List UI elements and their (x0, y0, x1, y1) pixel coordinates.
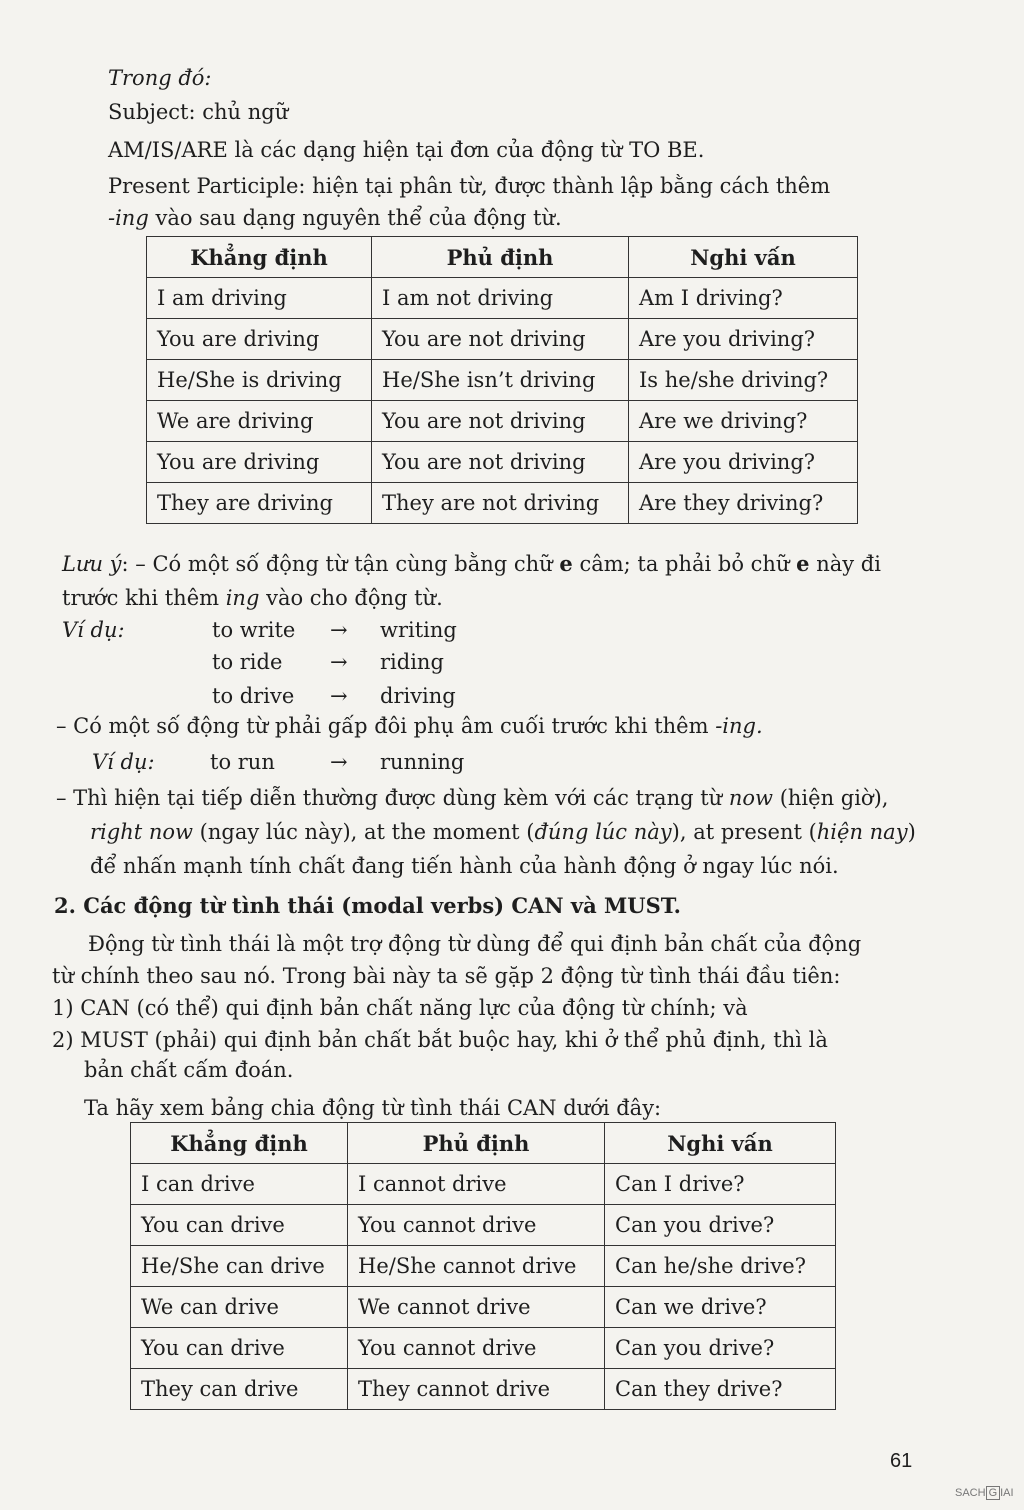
where-label: Trong đó: (108, 66, 212, 90)
section-paragraph-2: từ chính theo sau nó. Trong bài này ta sẽ gặp 2 động từ tình thái đầu tiên: (52, 964, 841, 988)
participle-line-2 (108, 204, 562, 232)
ing-suffix: -ing (108, 206, 149, 230)
example-to: writing (380, 618, 457, 642)
table-row (147, 278, 858, 319)
table-cell: You cannot drive (348, 1205, 605, 1246)
continuous-line-3: để nhấn mạnh tính chất đang tiến hành của hành động ở ngay lúc nói. (90, 854, 839, 878)
table-cell: Can we drive? (605, 1287, 836, 1328)
table-cell: I am not driving (372, 278, 629, 319)
section-item-2: 2) MUST (phải) qui định bản chất bắt buộc hay, khi ở thể phủ định, thì là (52, 1028, 828, 1052)
table-row (131, 1287, 836, 1328)
double-consonant-line (56, 712, 763, 740)
section-item-1: 1) CAN (có thể) qui định bản chất năng lực của động từ chính; và (52, 996, 748, 1020)
watermark-text: IAI (1000, 1487, 1014, 1499)
table-row (147, 360, 858, 401)
table-row (131, 1369, 836, 1410)
header-affirmative: Khẳng định (147, 237, 372, 278)
table-row (147, 319, 858, 360)
table-row (147, 483, 858, 524)
table-row (147, 401, 858, 442)
header-affirmative: Khẳng định (131, 1123, 348, 1164)
page-number: 61 (890, 1450, 913, 1472)
note-label: Lưu ý (62, 552, 122, 576)
table-cell: He/She can drive (131, 1246, 348, 1287)
table-cell: Am I driving? (629, 278, 858, 319)
example-from: to drive (212, 684, 295, 708)
section-paragraph-1: Động từ tình thái là một trợ động từ dùng để qui định bản chất của động (88, 932, 862, 956)
table-cell: Are you driving? (629, 319, 858, 360)
table-cell: We can drive (131, 1287, 348, 1328)
example-to: driving (380, 684, 456, 708)
note-text: vào cho động từ. (259, 586, 443, 610)
header-negative: Phủ định (372, 237, 629, 278)
tobe-line: AM/IS/ARE là các dạng hiện tại đơn của động từ TO BE. (108, 138, 705, 162)
table-cell: They are not driving (372, 483, 629, 524)
table-cell: He/She isn’t driving (372, 360, 629, 401)
table-cell: You are not driving (372, 319, 629, 360)
note-text: : – Có một số động từ tận cùng bằng chữ (121, 552, 560, 576)
table-cell: We cannot drive (348, 1287, 605, 1328)
table-cell: Are you driving? (629, 442, 858, 483)
table-row (131, 1205, 836, 1246)
table-row (147, 442, 858, 483)
arrow-icon: → (330, 750, 348, 774)
example-label: Ví dụ: (92, 750, 155, 774)
letter-e: e (796, 551, 810, 576)
table-cell: Can he/she drive? (605, 1246, 836, 1287)
table-cell: Can you drive? (605, 1328, 836, 1369)
continuous-line-1 (56, 784, 888, 812)
table-cell: Can I drive? (605, 1164, 836, 1205)
table-cell: Can you drive? (605, 1205, 836, 1246)
table-cell: He/She cannot drive (348, 1246, 605, 1287)
example-from: to ride (212, 650, 283, 674)
note-line-2 (62, 584, 443, 612)
ing-suffix: ing (225, 586, 260, 610)
watermark (955, 1487, 1014, 1499)
present-continuous-table (146, 236, 858, 524)
table-cell: Are we driving? (629, 401, 858, 442)
example-row (0, 648, 1024, 678)
note-text: ) (907, 820, 916, 844)
table-cell: They can drive (131, 1369, 348, 1410)
table-cell: They are driving (147, 483, 372, 524)
participle-line-1: Present Participle: hiện tại phân từ, được thành lập bằng cách thêm (108, 174, 831, 198)
table-cell: You are not driving (372, 401, 629, 442)
table-cell: I am driving (147, 278, 372, 319)
note-text: – Thì hiện tại tiếp diễn thường được dùng kèm với các trạng từ (56, 786, 729, 810)
watermark-logo: G (986, 1486, 1001, 1500)
header-question: Nghi vấn (605, 1123, 836, 1164)
note-text: trước khi thêm (62, 586, 226, 610)
table-cell: Can they drive? (605, 1369, 836, 1410)
header-question: Nghi vấn (629, 237, 858, 278)
watermark-text: SACH (955, 1487, 986, 1499)
note-text: câm; ta phải bỏ chữ (572, 552, 797, 576)
note-text: (hiện giờ), (773, 786, 889, 810)
table-row (131, 1328, 836, 1369)
table-intro: Ta hãy xem bảng chia động từ tình thái CAN dưới đây: (84, 1096, 662, 1120)
example-row (0, 748, 1024, 778)
note-text: ), at present ( (671, 820, 817, 844)
adverb-right-now: right now (90, 820, 193, 844)
modal-can-table (130, 1122, 836, 1410)
table-cell: Is he/she driving? (629, 360, 858, 401)
table-cell: You cannot drive (348, 1328, 605, 1369)
header-negative: Phủ định (348, 1123, 605, 1164)
table-cell: I cannot drive (348, 1164, 605, 1205)
note-text: (ngay lúc này), at the moment ( (192, 820, 535, 844)
table-row (131, 1246, 836, 1287)
table-cell: You are not driving (372, 442, 629, 483)
example-from: to run (210, 750, 275, 774)
table-cell: You are driving (147, 442, 372, 483)
section-heading: 2. Các động từ tình thái (modal verbs) CAN và MUST. (54, 893, 681, 918)
table-cell: You are driving (147, 319, 372, 360)
table-row (131, 1164, 836, 1205)
participle-text: vào sau dạng nguyên thể của động từ. (148, 206, 562, 230)
table-cell: You can drive (131, 1328, 348, 1369)
ing-suffix: -ing. (715, 714, 763, 738)
letter-e: e (559, 551, 573, 576)
table-cell: He/She is driving (147, 360, 372, 401)
note-text: này đi (809, 552, 881, 576)
table-cell: I can drive (131, 1164, 348, 1205)
table-header-row (147, 237, 858, 278)
table-cell: You can drive (131, 1205, 348, 1246)
example-row (0, 682, 1024, 712)
note-text: đúng lúc này (534, 820, 672, 844)
example-to: riding (380, 650, 444, 674)
subject-line: Subject: chủ ngữ (108, 100, 289, 124)
arrow-icon: → (330, 684, 348, 708)
section-item-2-cont: bản chất cấm đoán. (84, 1058, 294, 1082)
table-header-row (131, 1123, 836, 1164)
example-from: to write (212, 618, 296, 642)
example-row (0, 616, 1024, 646)
continuous-line-2 (90, 818, 916, 846)
note-text: hiện nay (816, 820, 908, 844)
adverb-now: now (728, 786, 774, 810)
table-cell: We are driving (147, 401, 372, 442)
arrow-icon: → (330, 650, 348, 674)
example-to: running (380, 750, 465, 774)
table-cell: They cannot drive (348, 1369, 605, 1410)
note-line-1 (62, 550, 881, 578)
arrow-icon: → (330, 618, 348, 642)
note-text: – Có một số động từ phải gấp đôi phụ âm cuối trước khi thêm (56, 714, 716, 738)
example-label: Ví dụ: (62, 618, 125, 642)
table-cell: Are they driving? (629, 483, 858, 524)
